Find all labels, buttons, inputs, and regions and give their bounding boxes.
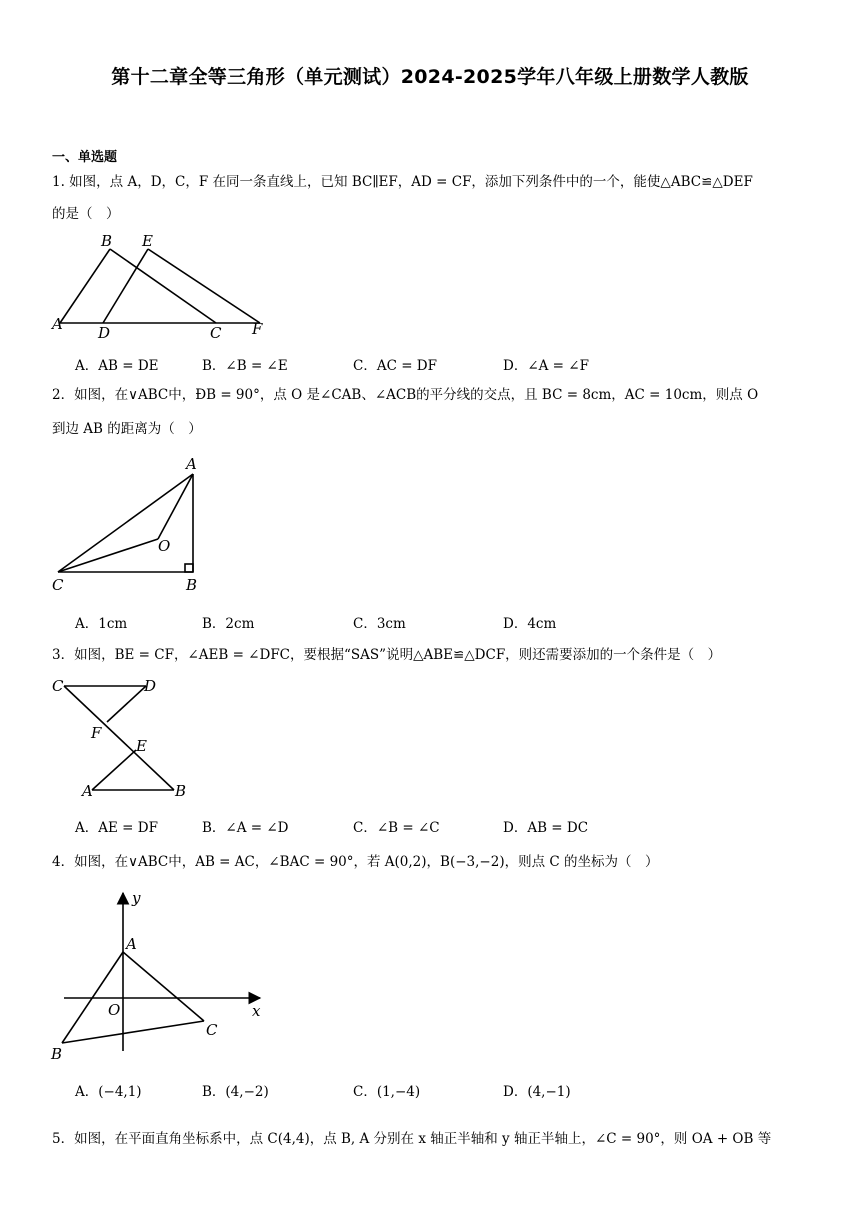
- q2-option-b[interactable]: B．2cm: [202, 616, 255, 632]
- q4-label-o: O: [108, 1001, 121, 1019]
- question-2-text-cont: 到边 AB 的距离为（ ）: [52, 421, 202, 437]
- q3-option-b[interactable]: B．∠A = ∠D: [202, 820, 289, 836]
- question-4-figure: [48, 885, 278, 1065]
- q1-label-d: D: [98, 324, 111, 342]
- q2-option-d[interactable]: D．4cm: [503, 616, 557, 632]
- q2-option-c[interactable]: C．3cm: [353, 616, 406, 632]
- q3-label-f: F: [91, 724, 102, 742]
- q4-option-d[interactable]: D．(4,−1): [503, 1084, 571, 1100]
- q1-label-b: B: [101, 232, 113, 250]
- q3-label-e: E: [136, 737, 147, 755]
- q4-label-a: A: [126, 935, 137, 953]
- q4-option-c[interactable]: C．(1,−4): [353, 1084, 421, 1100]
- question-3-figure: [48, 672, 198, 804]
- page-title: 第十二章全等三角形（单元测试）2024-2025学年八年级上册数学人教版: [111, 66, 749, 88]
- q3-option-c[interactable]: C．∠B = ∠C: [353, 820, 440, 836]
- q1-label-e: E: [142, 232, 153, 250]
- question-1-text: 1. 如图，点 A，D，C，F 在同一条直线上，已知 BC∥EF，AD = CF，添加下列条件中的一个，能使△ABC≌△DEF: [52, 174, 753, 190]
- question-5-text: 5．如图，在平面直角坐标系中，点 C(4,4)，点 B, A 分别在 x 轴正半轴和 y 轴正半轴上，∠C = 90°，则 OA + OB 等: [52, 1131, 772, 1147]
- q1-label-f: F: [252, 320, 263, 338]
- q3-option-a[interactable]: A．AE = DF: [75, 820, 158, 836]
- q4-label-y: y: [132, 889, 141, 907]
- q3-label-a: A: [82, 782, 93, 800]
- question-1-figure: [48, 230, 278, 342]
- q4-label-x: x: [252, 1002, 261, 1020]
- q1-label-a: A: [52, 315, 63, 333]
- q1-label-c: C: [210, 324, 222, 342]
- q1-option-c[interactable]: C．AC = DF: [353, 358, 437, 374]
- q4-option-a[interactable]: A．(−4,1): [75, 1084, 142, 1100]
- q3-label-b: B: [175, 782, 187, 800]
- q1-option-d[interactable]: D．∠A = ∠F: [503, 358, 589, 374]
- question-4-text: 4．如图，在∨ABC中，AB = AC，∠BAC = 90°，若 A(0,2)，B(−3,−2)，则点 C 的坐标为（ ）: [52, 854, 659, 870]
- q3-label-d: D: [144, 677, 157, 695]
- q3-option-d[interactable]: D．AB = DC: [503, 820, 589, 836]
- question-1-text-cont: 的是（ ）: [52, 206, 120, 222]
- question-2-text: 2．如图，在∨ABC中，ÐB = 90°，点 O 是∠CAB、∠ACB的平分线的交点，且 BC = 8cm，AC = 10cm，则点 O: [52, 387, 759, 403]
- q2-option-a[interactable]: A．1cm: [75, 616, 128, 632]
- q2-label-a: A: [186, 455, 197, 473]
- question-3-text: 3．如图，BE = CF，∠AEB = ∠DFC，要根据“SAS”说明△ABE≌△DCF，则还需要添加的一个条件是（ ）: [52, 647, 722, 663]
- q2-label-o: O: [158, 537, 171, 555]
- q1-option-a[interactable]: A．AB = DE: [75, 358, 159, 374]
- q4-option-b[interactable]: B．(4,−2): [202, 1084, 269, 1100]
- q2-label-b: B: [186, 576, 198, 594]
- q3-label-c: C: [52, 677, 64, 695]
- question-2-figure: [48, 450, 218, 595]
- q1-option-b[interactable]: B．∠B = ∠E: [202, 358, 288, 374]
- q4-label-c: C: [206, 1021, 218, 1039]
- section-heading: 一、单选题: [52, 150, 118, 165]
- q4-label-b: B: [51, 1045, 63, 1063]
- q2-label-c: C: [52, 576, 64, 594]
